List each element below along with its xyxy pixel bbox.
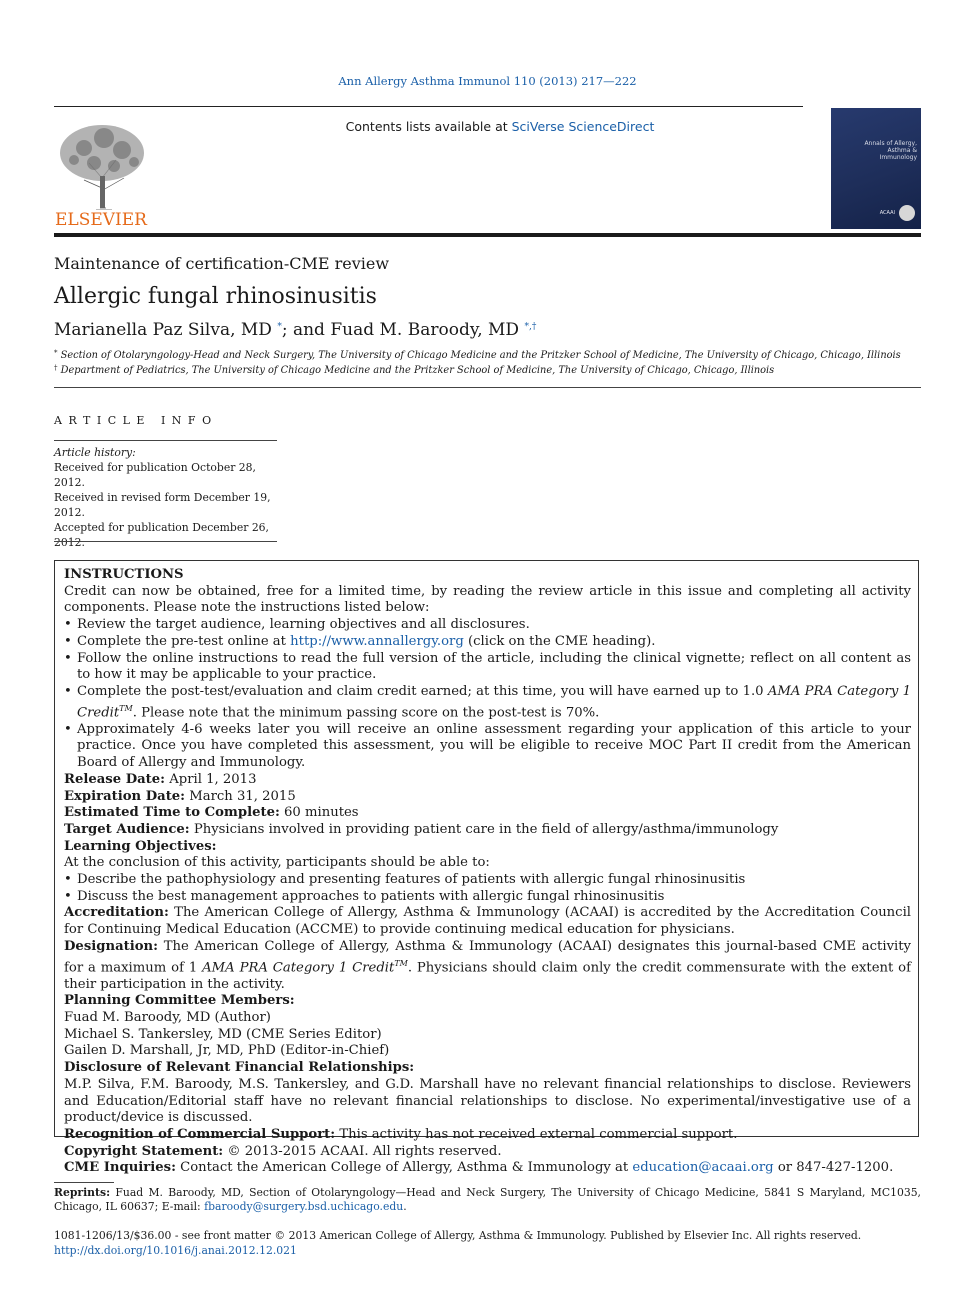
designation	[64, 939, 911, 994]
reprints-footnote	[54, 1186, 921, 1214]
field-label: Copyright Statement:	[64, 1143, 224, 1159]
reprints-label: Reprints:	[54, 1186, 111, 1199]
author-email-link[interactable]: fbaroody@surgery.bsd.uchicago.edu	[204, 1200, 404, 1213]
cover-acaai-text: ACAAI	[879, 210, 895, 216]
field-value: This activity has not received external commercial support.	[335, 1126, 738, 1142]
field-label: Expiration Date:	[64, 788, 186, 804]
instruction-item: • Approximately 4-6 weeks later you will receive an online assessment regarding your application of this article to your practice. Once you have completed this assessment, you will be eligible to receive MOC Part II credit from the American Board of Allergy and Immunology.	[64, 722, 911, 772]
field-value: April 1, 2013	[165, 771, 257, 787]
credit-designation: AMA PRA Category 1 Credit	[77, 683, 911, 721]
cover-title: Annals of Allergy, Asthma & Immunology	[864, 140, 917, 161]
history-entry: Received for publication October 28, 2012.	[54, 461, 256, 489]
affiliation-mark: *	[54, 349, 58, 357]
cover-seal-icon	[899, 205, 915, 221]
committee-member: Fuad M. Baroody, MD (Author)	[64, 1010, 271, 1026]
contents-prefix: Contents lists available at	[345, 119, 512, 134]
field-label: CME Inquiries:	[64, 1160, 176, 1176]
cme-instructions	[64, 567, 911, 1177]
accreditation	[64, 905, 911, 938]
field-value: © 2013-2015 ACAAI. All rights reserved.	[223, 1143, 502, 1159]
field-value: The American College of Allergy, Asthma & Immunology (ACAAI) designates this journal-based CME activity for a maximum of 1	[64, 938, 911, 975]
copyright-statement	[64, 1144, 911, 1161]
journal-reference[interactable]: Ann Allergy Asthma Immunol 110 (2013) 217—222	[338, 74, 637, 88]
objective-item: • Discuss the best management approaches to patients with allergic fungal rhinosinusitis	[64, 889, 911, 906]
instruction-item: • Review the target audience, learning objectives and all disclosures.	[64, 617, 911, 634]
instructions-list	[64, 617, 911, 772]
reprints-end: .	[403, 1200, 407, 1213]
issn-line: 1081-1206/13/$36.00 - see front matter © 2013 American College of Allergy, Asthma & Immunology. Published by Elsevier Inc. All rights reserved.	[54, 1229, 862, 1242]
instruction-text: (click on the CME heading).	[463, 633, 656, 649]
elsevier-logo	[54, 118, 154, 228]
affiliation-text: Section of Otolaryngology-Head and Neck Surgery, The University of Chicago Medicine and the Pritzker School of Medicine, The University of Chicago, Chicago, Illinois	[60, 350, 901, 361]
instruction-item	[64, 634, 911, 651]
acaai-email-link[interactable]: education@acaai.org	[632, 1160, 774, 1176]
field-label: Release Date:	[64, 771, 166, 787]
field-value: Contact the American College of Allergy, Asthma & Immunology at	[175, 1160, 633, 1176]
article-title: Allergic fungal rhinosinusitis	[54, 284, 377, 309]
commercial-support	[64, 1127, 911, 1144]
field-value: or 847-427-1200.	[773, 1160, 894, 1176]
credit-designation: AMA PRA Category 1 Credit	[202, 959, 395, 975]
disclosure-text: M.P. Silva, F.M. Baroody, M.S. Tankersley, and G.D. Marshall have no relevant financial relationships to disclose. Reviewers and Education/Editorial staff have no relevant financial relationships to disclose. No experimental/investigative use of a product/device is discussed.	[64, 1076, 911, 1126]
history-entry: Accepted for publication December 26, 2012.	[54, 521, 269, 549]
trademark-mark: TM	[119, 703, 133, 713]
instruction-text: Complete the pre-test online at	[77, 633, 291, 649]
affiliation	[54, 349, 924, 361]
author-name[interactable]: Fuad M. Baroody, MD	[330, 320, 520, 340]
field-label: Recognition of Commercial Support:	[64, 1126, 336, 1142]
field-label: Designation:	[64, 938, 158, 954]
article-history	[54, 445, 279, 550]
learning-objectives-label: Learning Objectives:	[64, 838, 217, 854]
article-info-rule	[54, 541, 277, 542]
author-separator: ; and	[281, 320, 331, 340]
field-value: . Physicians should claim only the credit commensurate with the extent of their participation in the activity.	[64, 959, 912, 992]
svg-text:ELSEVIER: ELSEVIER	[55, 210, 147, 228]
instructions-heading: INSTRUCTIONS	[64, 567, 184, 582]
objectives-list	[64, 872, 911, 905]
header-divider	[54, 106, 803, 107]
field-label: Target Audience:	[64, 821, 190, 837]
article-history-label: Article history:	[54, 446, 136, 459]
planning-committee-label: Planning Committee Members:	[64, 993, 295, 1009]
disclosure-label: Disclosure of Relevant Financial Relationships:	[64, 1060, 415, 1076]
elsevier-tree-icon	[54, 118, 154, 228]
article-info-heading: ARTICLE INFO	[54, 414, 218, 427]
affiliation-mark: †	[54, 364, 58, 372]
field-value: The American College of Allergy, Asthma & Immunology (ACAAI) is accredited by the Accreditation Council for Continuing Medical Education (ACCME) to provide continuing medical education for physicians.	[64, 905, 911, 938]
field-value: 60 minutes	[279, 805, 359, 821]
trademark-mark: TM	[394, 958, 408, 968]
affiliation-marker[interactable]: *,†	[524, 322, 537, 332]
reprints-text: Fuad M. Baroody, MD, Section of Otolaryngology—Head and Neck Surgery, The University of Chicago Medicine, 5841 S Maryland, MC1035, Chicago, IL 60637; E-mail:	[54, 1186, 921, 1213]
objectives-intro: At the conclusion of this activity, participants should be able to:	[64, 855, 490, 871]
sciencedirect-link[interactable]: SciVerse ScienceDirect	[511, 119, 655, 134]
instruction-item: • Follow the online instructions to read the full version of the article, including the clinical vignette; reflect on all content as to how it may be applicable to your practice.	[64, 651, 911, 684]
history-entry: Received in revised form December 19, 2012.	[54, 491, 271, 519]
author-name[interactable]: Marianella Paz Silva, MD	[54, 320, 272, 340]
instructions-intro: Credit can now be obtained, free for a limited time, by reading the review article in this issue and completing all activity components. Please note the instructions listed below:	[64, 583, 911, 616]
release-date	[64, 772, 911, 789]
article-info-rule	[54, 440, 277, 441]
author-list	[54, 320, 536, 340]
footnote-rule	[54, 1182, 114, 1183]
section-type: Maintenance of certification-CME review	[54, 254, 390, 273]
field-value: March 31, 2015	[185, 788, 296, 804]
target-audience	[64, 822, 911, 839]
instruction-text: Complete the post-test/evaluation and claim credit earned; at this time, you will have earned up to 1.0	[77, 683, 768, 699]
affiliation-marker[interactable]: *	[277, 322, 282, 332]
contents-availability-line	[200, 119, 800, 134]
expiration-date	[64, 789, 911, 806]
time-to-complete	[64, 805, 911, 822]
committee-member: Michael S. Tankersley, MD (CME Series Editor)	[64, 1026, 382, 1042]
publication-info	[54, 1228, 921, 1258]
affiliation-text: Department of Pediatrics, The University of Chicago Medicine and the Pritzker School of Medicine, The University of Chicago, Chicago, Illinois	[60, 365, 775, 376]
field-label: Estimated Time to Complete:	[64, 805, 280, 821]
annallergy-link[interactable]: http://www.annallergy.org	[290, 633, 464, 649]
doi-link[interactable]: http://dx.doi.org/10.1016/j.anai.2012.12.021	[54, 1244, 297, 1257]
journal-cover-thumbnail[interactable]	[831, 108, 921, 229]
cme-inquiries	[64, 1160, 911, 1177]
header-thick-divider	[54, 233, 921, 237]
instruction-item	[64, 684, 911, 722]
affiliation	[54, 364, 924, 376]
field-label: Accreditation:	[64, 905, 169, 921]
title-divider	[54, 387, 921, 388]
committee-member: Gailen D. Marshall, Jr, MD, PhD (Editor-in-Chief)	[64, 1043, 390, 1059]
instruction-text: . Please note that the minimum passing score on the post-test is 70%.	[132, 705, 600, 721]
field-value: Physicians involved in providing patient care in the field of allergy/asthma/immunology	[189, 821, 779, 837]
objective-item: • Describe the pathophysiology and presenting features of patients with allergic fungal rhinosinusitis	[64, 872, 911, 889]
